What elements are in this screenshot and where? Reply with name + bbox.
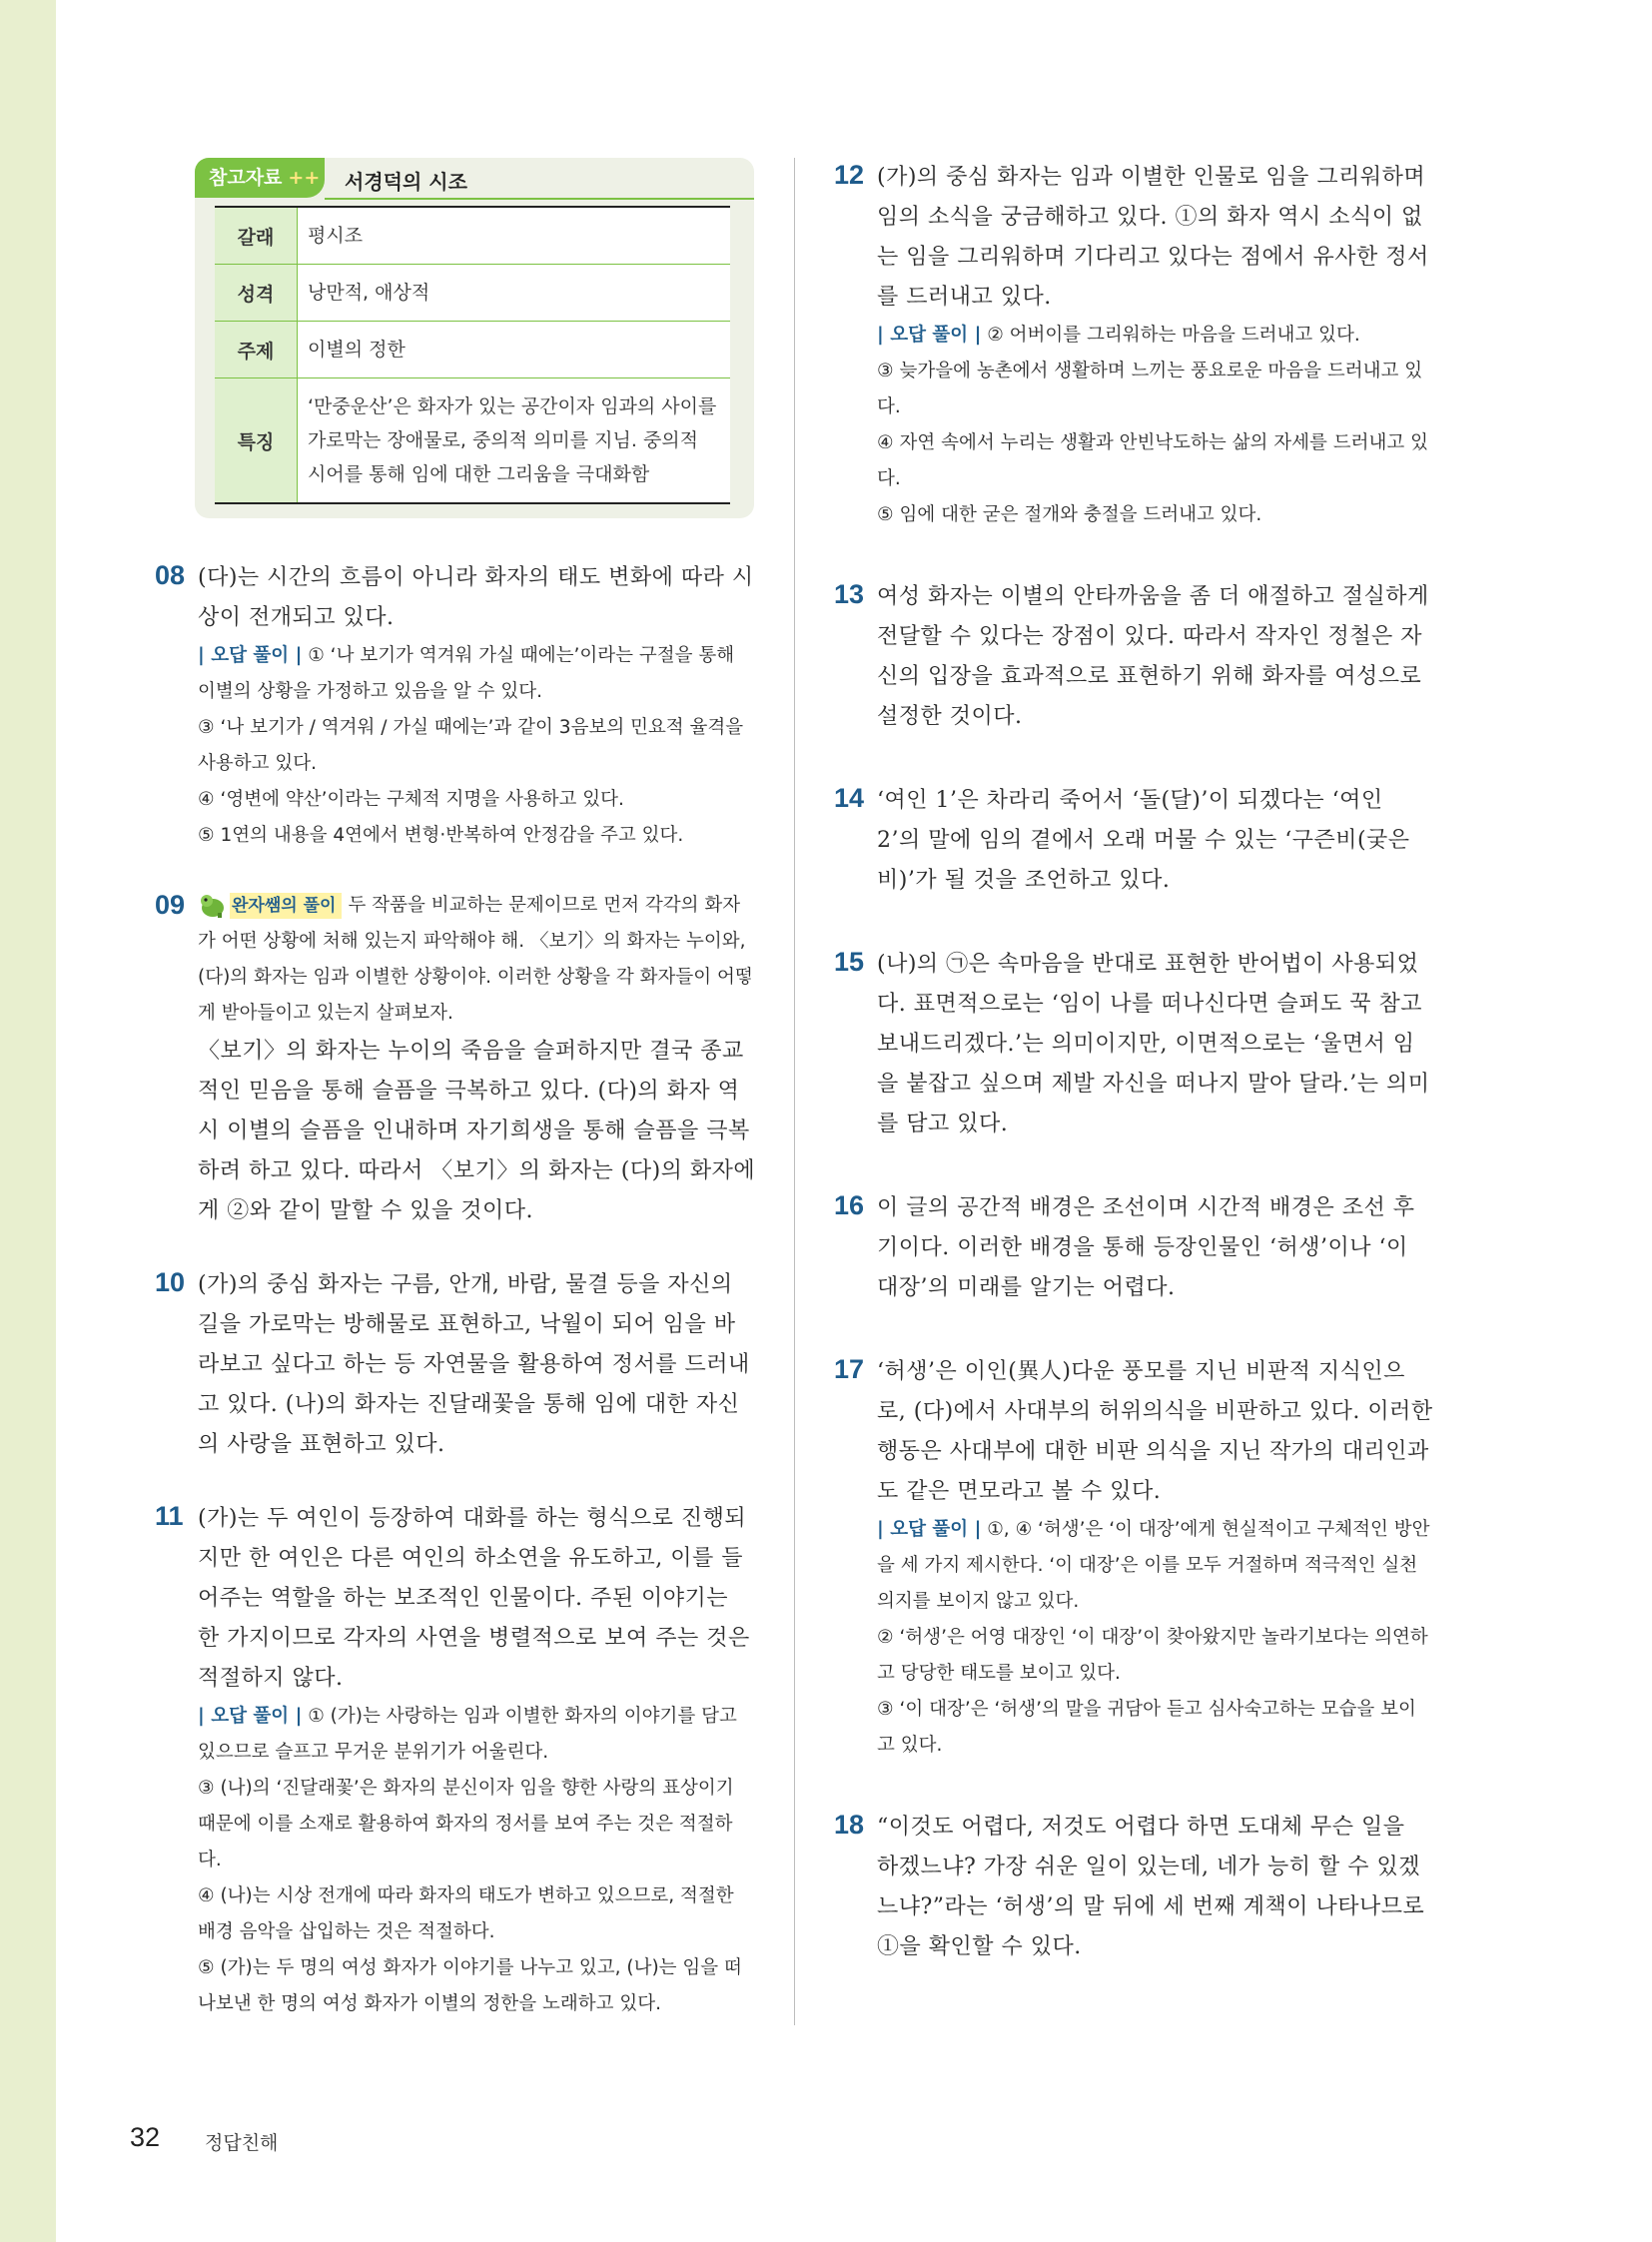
- note: ① (가)는 사랑하는 임과 이별한 화자의 이야기를 담고 있으므로 슬프고 무거운 분위기가 어울린다.: [198, 1706, 737, 1763]
- note: ① ‘나 보기가 역겨워 가실 때에는’이라는 구절을 통해 이별의 상황을 가정하고 있음을 알 수 있다.: [198, 645, 735, 702]
- wrong-answer-label: | 오답 풀이 |: [877, 1519, 982, 1540]
- reference-row: [215, 265, 730, 322]
- note: ⑤ 임에 대한 굳은 절개와 충절을 드러내고 있다.: [877, 504, 1262, 525]
- question-number: 13: [834, 579, 865, 609]
- reference-value: ‘만중운산’은 화자가 있는 공간이자 임과의 사이를 가로막는 장애물로, 중의적 의미를 지님. 중의적 시어를 통해 임에 대한 그리움을 극대화함: [298, 378, 731, 504]
- note: ④ 자연 속에서 누리는 생활과 안빈낙도하는 삶의 자세를 드러내고 있다.: [877, 432, 1429, 489]
- question-08: [155, 558, 756, 854]
- side-band: [0, 0, 56, 2242]
- note: ③ (나)의 ‘진달래꽃’은 화자의 분신이자 임을 향한 사랑의 표상이기 때문에 이를 소재로 활용하여 화자의 정서를 보여 주는 것은 적절하다.: [198, 1778, 734, 1870]
- wrong-answer-notes: [877, 318, 1433, 354]
- reference-header: [195, 158, 754, 202]
- reference-row: [215, 207, 730, 265]
- note: ③ ‘이 대장’은 ‘허생’의 말을 귀담아 듣고 심사숙고하는 모습을 보이고 있다.: [877, 1699, 1416, 1756]
- reference-tag: 참고자료 ++: [195, 158, 325, 198]
- note: ③ 늦가을에 농촌에서 생활하며 느끼는 풍요로운 마음을 드러내고 있다.: [877, 361, 1423, 417]
- wrong-answer-notes: [198, 1699, 756, 1771]
- tip-label: 완자쌤의 풀이: [230, 893, 342, 919]
- question-number: 15: [834, 947, 865, 977]
- note: ⑤ 1연의 내용을 4연에서 변형·반복하여 안정감을 주고 있다.: [198, 825, 684, 846]
- note: ② ‘허생’은 어영 대장인 ‘이 대장’이 찾아왔지만 놀라기보다는 의연하고 당당한 태도를 보이고 있다.: [877, 1627, 1428, 1684]
- question-answer: ‘허생’은 이인(異人)다운 풍모를 지닌 비판적 지식인으로, (다)에서 사대부의 허위의식을 비판하고 있다. 이러한 행동은 사대부에 대한 비판 의식을 지닌 작가의 대리인과도 같은 면모라고 볼 수 있다.: [877, 1359, 1433, 1504]
- reference-row: [215, 322, 730, 378]
- page-number: 32: [130, 2122, 161, 2152]
- question-answer: 〈보기〉의 화자는 누이의 죽음을 슬퍼하지만 결국 종교적인 믿음을 통해 슬픔을 극복하고 있다. (다)의 화자 역시 이별의 슬픔을 인내하며 자기희생을 통해 슬픔을 극복하려 하고 있다. 따라서 〈보기〉의 화자는 (다)의 화자에게 ②와 같이 말할 수 있을 것이다.: [198, 1039, 756, 1223]
- question-number: 11: [155, 1501, 184, 1531]
- question-11: [155, 1499, 756, 2022]
- wrong-answer-notes: [198, 638, 756, 710]
- reference-value: 낭만적, 애상적: [298, 265, 731, 322]
- question-answer: (가)의 중심 화자는 구름, 안개, 바람, 물결 등을 자신의 길을 가로막는 방해물로 표현하고, 낙월이 되어 임을 바라보고 싶다고 하는 등 자연물을 활용하여 정서를 드러내고 있다. (나)의 화자는 진달래꽃을 통해 임에 대한 자신의 사랑을 표현하고 있다.: [198, 1272, 750, 1457]
- note: ② 어버이를 그리워하는 마음을 드러내고 있다.: [987, 325, 1360, 346]
- question-answer: (가)는 두 여인이 등장하여 대화를 하는 형식으로 진행되지만 한 여인은 다른 여인의 하소연을 유도하고, 이를 들어주는 역할을 하는 보조적인 인물이다. 주된 이야기는 한 가지이므로 각자의 사연을 병렬적으로 보여 주는 것은 적절하지 않다.: [198, 1506, 750, 1691]
- right-column: [834, 158, 1433, 2001]
- question-answer: (나)의 ㉠은 속마음을 반대로 표현한 반어법이 사용되었다. 표면적으로는 ‘임이 나를 떠나신다면 슬퍼도 꾹 참고 보내드리겠다.’는 의미이지만, 이면적으로는 ‘울면서 임을 붙잡고 싶으며 제발 자신을 떠나지 말아 달라.’는 의미를 담고 있다.: [877, 952, 1430, 1136]
- question-number: 14: [834, 783, 865, 813]
- reference-box: [195, 158, 754, 518]
- plus-icon: ++: [288, 167, 321, 189]
- left-column: [155, 158, 756, 2056]
- tip-text: 두 작품을 비교하는 문제이므로 먼저 각각의 화자가 어떤 상황에 처해 있는지 파악해야 해. 〈보기〉의 화자는 누이와, (다)의 화자는 임과 이별한 상황이야. 이러한 상황을 각 화자들이 어떻게 받아들이고 있는지 살펴보자.: [198, 895, 753, 1024]
- question-number: 10: [155, 1267, 186, 1297]
- question-answer: “이것도 어렵다, 저것도 어렵다 하면 도대체 무슨 일을 하겠느냐? 가장 쉬운 일이 있는데, 네가 능히 할 수 있겠느냐?”라는 ‘허생’의 말 뒤에 세 번째 계책이 나타나므로 ①을 확인할 수 있다.: [877, 1815, 1425, 1959]
- reference-rule: [325, 198, 754, 200]
- reference-title: 서경덕의 시조: [345, 170, 467, 194]
- question-18: [834, 1808, 1433, 1967]
- note: ⑤ (가)는 두 명의 여성 화자가 이야기를 나누고 있고, (나)는 임을 떠나보낸 한 명의 여성 화자가 이별의 정한을 노래하고 있다.: [198, 1957, 742, 2014]
- reference-row: [215, 378, 730, 504]
- question-number: 18: [834, 1810, 865, 1840]
- question-answer: (가)의 중심 화자는 임과 이별한 인물로 임을 그리워하며 임의 소식을 궁금해하고 있다. ①의 화자 역시 소식이 없는 임을 그리워하며 기다리고 있다는 점에서 유사한 정서를 드러내고 있다.: [877, 165, 1429, 310]
- note: ④ ‘영변에 약산’이라는 구체적 지명을 사용하고 있다.: [198, 789, 624, 810]
- column-divider: [794, 158, 795, 2025]
- wrong-answer-label: | 오답 풀이 |: [877, 325, 982, 346]
- question-16: [834, 1188, 1433, 1308]
- reference-key: 갈래: [215, 207, 298, 265]
- question-answer: 이 글의 공간적 배경은 조선이며 시간적 배경은 조선 후기이다. 이러한 배경을 통해 등장인물인 ‘허생’이나 ‘이 대장’의 미래를 알기는 어렵다.: [877, 1195, 1415, 1300]
- note: ③ ‘나 보기가 / 역겨워 / 가실 때에는’과 같이 3음보의 민요적 율격을 사용하고 있다.: [198, 717, 744, 774]
- tip-block: [198, 888, 756, 1032]
- question-12: [834, 158, 1433, 533]
- question-number: 12: [834, 160, 865, 190]
- note: ①, ④ ‘허생’은 ‘이 대장’에게 현실적이고 구체적인 방안을 세 가지 제시한다. ‘이 대장’은 이를 모두 거절하며 적극적인 실천 의지를 보이지 않고 있다.: [877, 1519, 1430, 1612]
- book-label: 정답친해: [205, 2132, 279, 2154]
- turtle-icon: [198, 891, 228, 921]
- question-number: 17: [834, 1354, 865, 1384]
- reference-key: 주제: [215, 322, 298, 378]
- question-10: [155, 1265, 756, 1465]
- question-17: [834, 1352, 1433, 1764]
- note: ④ (나)는 시상 전개에 따라 화자의 태도가 변하고 있으므로, 적절한 배경 음악을 삽입하는 것은 적절하다.: [198, 1885, 734, 1942]
- reference-key: 성격: [215, 265, 298, 322]
- reference-value: 평시조: [298, 207, 731, 265]
- question-14: [834, 781, 1433, 901]
- reference-value: 이별의 정한: [298, 322, 731, 378]
- reference-key: 특징: [215, 378, 298, 504]
- wrong-answer-label: | 오답 풀이 |: [198, 1706, 303, 1727]
- question-answer: 여성 화자는 이별의 안타까움을 좀 더 애절하고 절실하게 전달할 수 있다는 장점이 있다. 따라서 작자인 정철은 자신의 입장을 효과적으로 표현하기 위해 화자를 여성으로 설정한 것이다.: [877, 584, 1429, 729]
- reference-table: [215, 206, 730, 504]
- wrong-answer-label: | 오답 풀이 |: [198, 645, 303, 666]
- question-number: 09: [155, 890, 186, 920]
- question-09: [155, 888, 756, 1231]
- question-number: 16: [834, 1190, 865, 1220]
- question-13: [834, 577, 1433, 737]
- question-answer: ‘여인 1’은 차라리 죽어서 ‘돌(달)’이 되겠다는 ‘여인 2’의 말에 임의 곁에서 오래 머물 수 있는 ‘구즌비(궂은비)’가 될 것을 조언하고 있다.: [877, 788, 1410, 893]
- wrong-answer-notes: [877, 1512, 1433, 1620]
- question-15: [834, 945, 1433, 1144]
- question-number: 08: [155, 560, 186, 590]
- question-answer: (다)는 시간의 흐름이 아니라 화자의 태도 변화에 따라 시상이 전개되고 있다.: [198, 565, 754, 630]
